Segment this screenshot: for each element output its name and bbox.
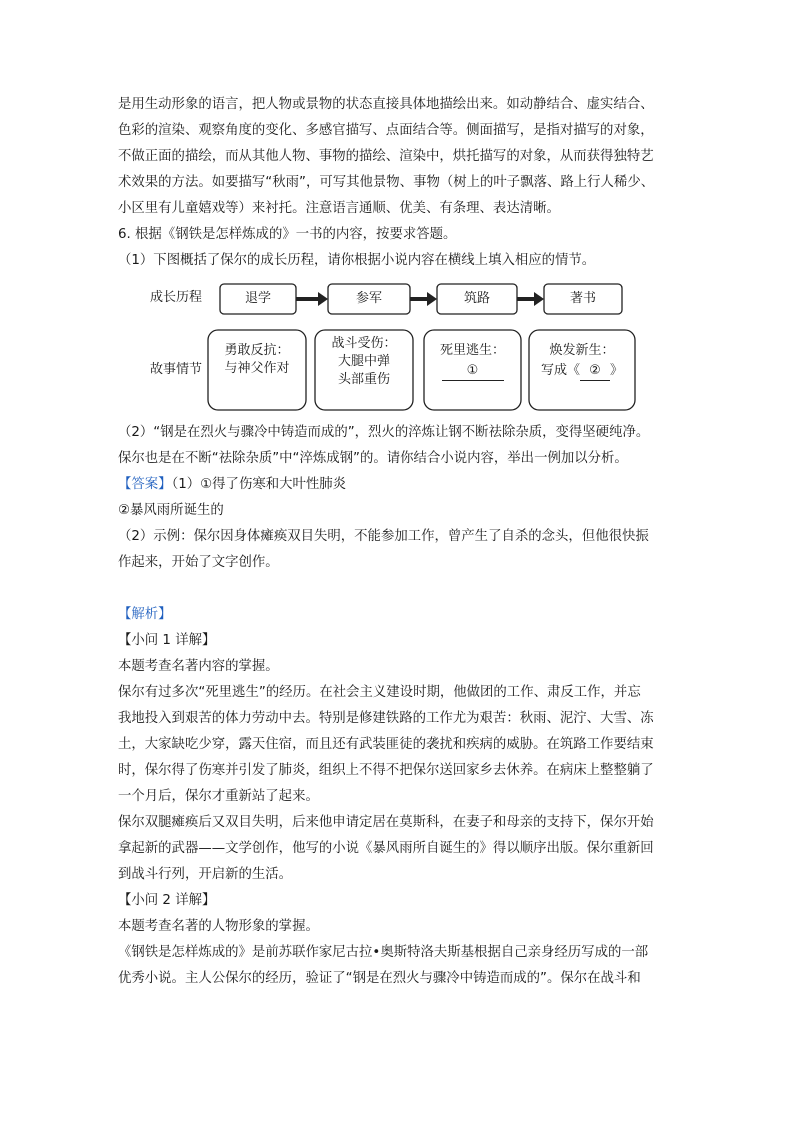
book-open-bracket: 写成《: [540, 363, 580, 378]
arrow-head-2: [427, 292, 437, 306]
arrow-shaft-1: [296, 297, 318, 301]
plot-1: [208, 342, 306, 378]
blank-1-number: ①: [466, 363, 479, 378]
analysis-label: 【解析】: [118, 607, 172, 622]
growth-diagram: [118, 280, 678, 416]
stage-label-2: 参军: [355, 291, 382, 306]
plot-4: [529, 342, 635, 381]
answer-part2-line1: （2）示例：保尔因身体瘫痪双目失明，不能参加工作，曾产生了自杀的念头，但他很快振: [118, 529, 649, 544]
plot-4-line1: 焕发新生：: [549, 343, 615, 358]
stage-label-3: 筑路: [463, 291, 490, 306]
book-close-bracket: 》: [610, 363, 624, 378]
text-line: 《钢铁是怎样炼成的》是前苏联作家尼古拉•奥斯特洛夫斯基根据自己亲身经历写成的一部: [118, 945, 649, 960]
text-line: 保尔有过多次“死里逃生”的经历。在社会主义建设时期，他做团的工作、肃反工作，并忘: [118, 685, 641, 700]
question-part2-line1: （2）“钢是在烈火与骤冷中铸造而成的”，烈火的淬炼让钢不断祛除杂质，变得坚硬纯净。: [118, 425, 650, 440]
blank-2[interactable]: [580, 362, 610, 381]
text-line: 小区里有儿童嬉戏等）来衬托。注意语言通顺、优美、有条理、表达清晰。: [118, 201, 560, 216]
sub1-body: [118, 654, 678, 888]
sub1-title: 【小问 1 详解】: [118, 633, 216, 648]
text-line: 保尔双腿瘫痪后又双目失明，后来他申请定居在莫斯科，在妻子和母亲的支持下，保尔开始: [118, 815, 654, 830]
text-line: 不做正面的描绘，而从其他人物、事物的描绘、渲染中，烘托描写的对象，从而获得独特艺: [118, 149, 654, 164]
text-line: 到战斗行列，开启新的生活。: [118, 867, 293, 882]
text-line: 拿起新的武器——文学创作，他写的小说《暴风雨所自诞生的》得以顺序出版。保尔重新回: [118, 841, 654, 856]
text-line: 土，大家缺吃少穿，露天住宿，而且还有武装匪徒的袭扰和疾病的威胁。在筑路工作要结束: [118, 737, 654, 752]
blank-1[interactable]: [442, 362, 504, 381]
stage-label-1: 退学: [244, 291, 271, 306]
arrow-shaft-3: [517, 297, 534, 301]
plot-2-line1: 战斗受伤：: [331, 336, 397, 351]
answer-part1: （1）①得了伤寒和大叶性肺炎: [171, 477, 347, 492]
text-line: 时，保尔得了伤寒并引发了肺炎，组织上不得不把保尔送回家乡去休养。在病床上整整躺了: [118, 763, 654, 778]
arrow-shaft-2: [410, 297, 427, 301]
plot-3-line1: 死里逃生：: [439, 343, 505, 358]
answer-line2: ②暴风雨所诞生的: [118, 503, 224, 518]
row-label-plot: 故事情节: [150, 362, 203, 377]
text-line: 本题考查名著的人物形象的掌握。: [118, 919, 319, 934]
plot-2-line3: 头部重伤: [337, 372, 390, 387]
sub2-body: [118, 914, 678, 992]
spacer: [118, 576, 678, 602]
blank-2-number: ②: [589, 363, 601, 378]
plot-1-line1: 勇敢反抗：: [224, 343, 290, 358]
arrow-head-1: [318, 292, 328, 306]
text-line: 本题考查名著内容的掌握。: [118, 659, 279, 674]
arrow-head-3: [534, 292, 544, 306]
text-line: 优秀小说。主人公保尔的经历，验证了“钢是在烈火与骤冷中铸造而成的”。保尔在战斗和: [118, 971, 641, 986]
plot-1-line2: 与神父作对: [224, 361, 290, 376]
text-line: 是用生动形象的语言，把人物或景物的状态直接具体地描绘出来。如动静结合、虚实结合、: [118, 97, 654, 112]
plot-3: [424, 342, 521, 381]
text-line: 色彩的渲染、观察角度的变化、多感官描写、点面结合等。侧面描写，是指对描写的对象，: [118, 123, 654, 138]
question-part1: （1）下图概括了保尔的成长历程，请你根据小说内容在横线上填入相应的情节。: [118, 253, 596, 268]
document-page: [118, 92, 678, 992]
answer-part2-line2: 作起来，开始了文字创作。: [118, 555, 279, 570]
stage-label-4: 著书: [569, 291, 596, 306]
row-label-growth: 成长历程: [150, 290, 203, 305]
text-line: 我地投入到艰苦的体力劳动中去。特别是修建铁路的工作尤为艰苦：秋雨、泥泞、大雪、冻: [118, 711, 654, 726]
question-part2-line2: 保尔也是在不断“祛除杂质”中“淬炼成钢”的。请你结合小说内容，举出一例加以分析。: [118, 451, 628, 466]
plot-4-line2: [529, 362, 635, 381]
text-line: 一个月后，保尔才重新站了起来。: [118, 789, 319, 804]
intro-paragraph: [118, 92, 678, 222]
text-line: 术效果的方法。如要描写“秋雨”，可写其他景物、事物（树上的叶子飘落、路上行人稀少、: [118, 175, 655, 190]
sub2-title: 【小问 2 详解】: [118, 893, 216, 908]
answer-label: 【答案】: [118, 477, 172, 492]
answer-line1: [118, 472, 678, 498]
plot-2: [315, 335, 413, 389]
question-title: 6. 根据《钢铁是怎样炼成的》一书的内容，按要求答题。: [118, 227, 457, 242]
plot-2-line2: 大腿中弹: [337, 354, 390, 369]
